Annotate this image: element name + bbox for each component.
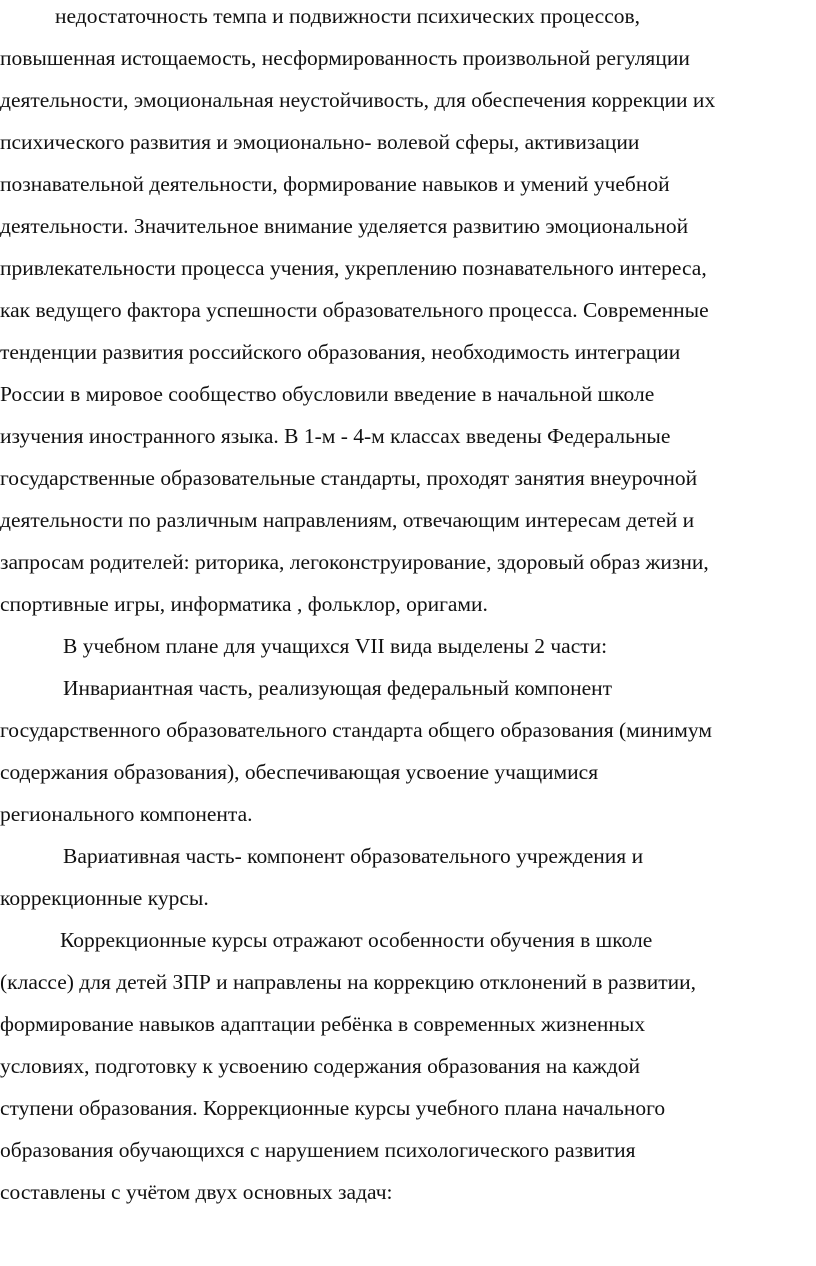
text-line: повышенная истощаемость, несформированность произвольной регуляции [0, 46, 690, 70]
text-line: (классе) для детей ЗПР и направлены на коррекцию отклонений в развитии, [0, 970, 697, 994]
text-line: деятельности по различным направлениям, отвечающим интересам детей и [0, 508, 695, 532]
text-line: Инвариантная часть, реализующая федеральный компонент [63, 676, 613, 700]
text-line: деятельности. Значительное внимание уделяется развитию эмоциональной [0, 214, 689, 238]
text-line: деятельности, эмоциональная неустойчивость, для обеспечения коррекции их [0, 88, 716, 112]
text-line: Коррекционные курсы отражают особенности обучения в школе [60, 928, 653, 952]
text-line: В учебном плане для учащихся VII вида выделены 2 части: [63, 634, 608, 658]
text-line: государственного образовательного стандарта общего образования (минимум [0, 718, 712, 742]
text-line: спортивные игры, информатика , фольклор, оригами. [0, 592, 488, 616]
text-line: психического развития и эмоционально- волевой сферы, активизации [0, 130, 640, 154]
text-line: познавательной деятельности, формирование навыков и умений учебной [0, 172, 670, 196]
text-line: ступени образования. Коррекционные курсы учебного плана начального [0, 1096, 666, 1120]
text-line: тенденции развития российского образования, необходимость интеграции [0, 340, 681, 364]
text-line: коррекционные курсы. [0, 886, 209, 910]
text-line: Вариативная часть- компонент образовательного учреждения и [63, 844, 644, 868]
text-line: как ведущего фактора успешности образовательного процесса. Современные [0, 298, 709, 322]
text-line: образования обучающихся с нарушением психологического развития [0, 1138, 636, 1162]
text-line: содержания образования), обеспечивающая усвоение учащимися [0, 760, 599, 784]
text-line: запросам родителей: риторика, легоконструирование, здоровый образ жизни, [0, 550, 709, 574]
text-line: государственные образовательные стандарты, проходят занятия внеурочной [0, 466, 698, 490]
text-line: регионального компонента. [0, 802, 253, 826]
text-line: формирование навыков адаптации ребёнка в современных жизненных [0, 1012, 646, 1036]
text-line: России в мировое сообщество обусловили введение в начальной школе [0, 382, 655, 406]
text-line: составлены с учётом двух основных задач: [0, 1180, 393, 1204]
text-line: условиях, подготовку к усвоению содержания образования на каждой [0, 1054, 641, 1078]
text-line: изучения иностранного языка. В 1-м - 4-м классах введены Федеральные [0, 424, 671, 448]
text-line: недостаточность темпа и подвижности психических процессов, [55, 4, 641, 28]
text-line: привлекательности процесса учения, укреплению познавательного интереса, [0, 256, 707, 280]
